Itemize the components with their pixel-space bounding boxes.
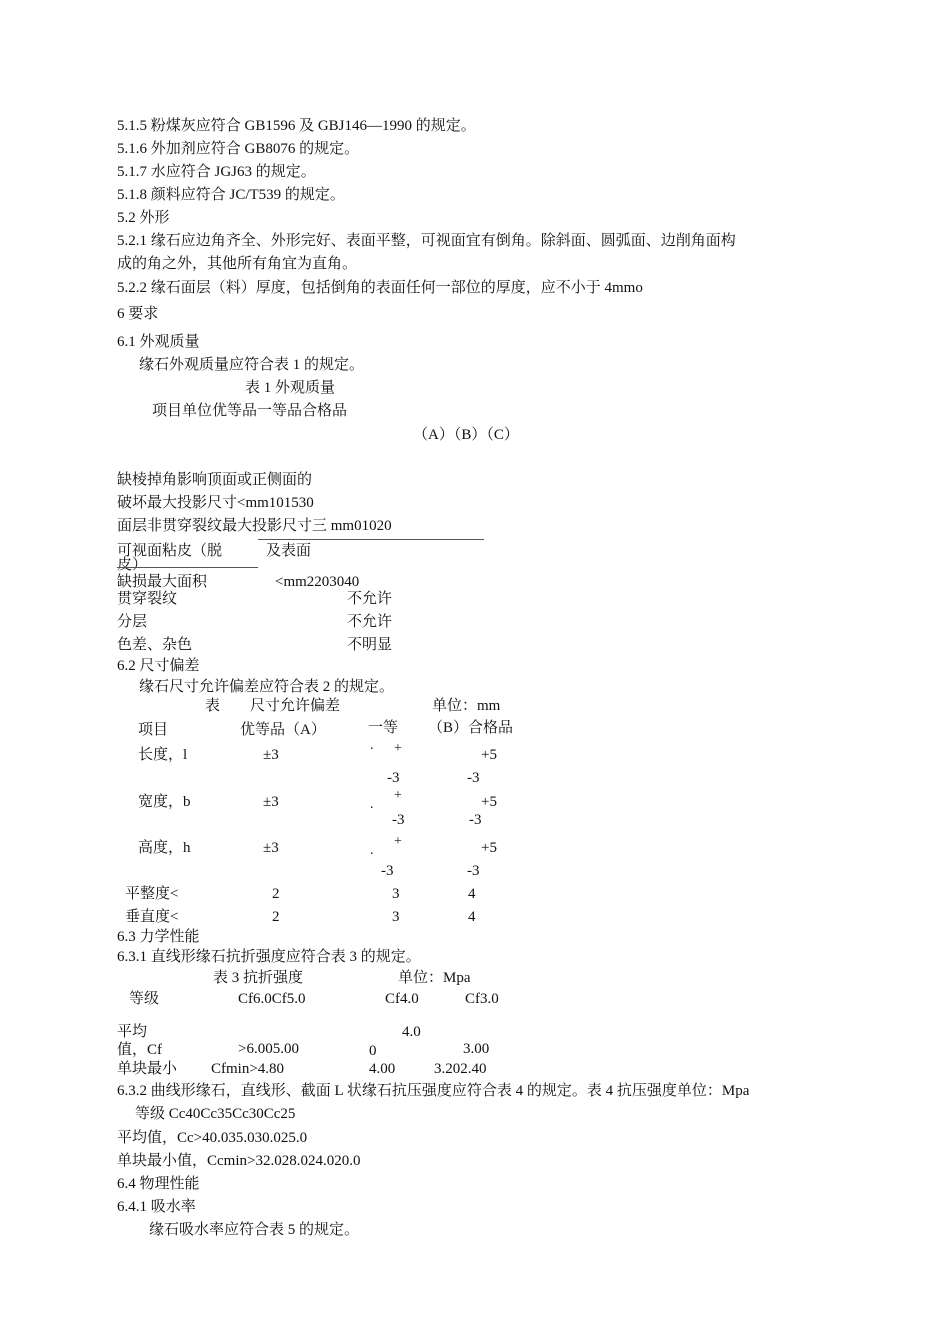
clause-6-4-1-paragraph: 缘石吸水率应符合表 5 的规定。 [149,1222,360,1238]
section-6-heading: 6 要求 [117,306,159,322]
table-2-row-width: 宽度，b [138,794,191,810]
table-2-height-b-plus: + [394,834,402,849]
table-4-row-avg: 平均值，Cc>40.035.030.025.0 [117,1130,308,1146]
table-3-unit: 单位：Mpa [398,970,471,986]
table-2-verticality-c: 4 [468,909,476,925]
table-1-row-3-label-box [117,542,267,573]
table-3-avg-c3: 3.00 [463,1041,490,1057]
table-2-dot: . [370,843,374,858]
table-3-avg-c2-b: 0 [369,1043,377,1059]
table-3-row-avg-label: 平均 [117,1024,148,1040]
table-3-header-c2: Cf4.0 [385,991,419,1007]
table-1-row-3-value-box [117,574,417,590]
table-3-header-grade: 等级 [129,991,160,1007]
table-3-min-c3: 3.202.40 [434,1061,487,1077]
table-2-length-b-plus: + [394,741,402,756]
table-1-row-6-label: 色差、杂色 [117,637,193,653]
table-2-width-b-minus: -3 [392,812,405,828]
table-2-row-flatness: 平整度< [125,886,179,902]
table-1-row-6-value: 不明显 [347,637,393,653]
table-2-verticality-a: 2 [272,909,280,925]
section-6-2-paragraph: 缘石尺寸允许偏差应符合表 2 的规定。 [139,679,395,695]
table-3-avg-c2-a: 4.0 [402,1024,421,1040]
table-3-min-c2: 4.00 [369,1061,396,1077]
table-2-row-verticality: 垂直度< [125,909,179,925]
table-2-dot: . [370,738,374,753]
table-rule [258,539,484,540]
table-3-row-avg-label-2: 值，Cf [117,1042,163,1058]
clause-5-1-8: 5.1.8 颜料应符合 JC/T539 的规定。 [117,187,345,203]
table-1-row-5-value: 不允许 [347,614,393,630]
table-1-grade-codes: （A）（B）（C） [413,427,519,443]
section-6-2-heading: 6.2 尺寸偏差 [117,658,200,674]
table-1-row-3e: <mm2203040 [275,574,360,590]
table-2-flatness-a: 2 [272,886,280,902]
section-6-3-heading: 6.3 力学性能 [117,929,200,945]
table-2-width-c-plus: +5 [481,794,497,810]
table-2-width-b-plus: + [394,788,402,803]
table-2-flatness-b: 3 [392,886,400,902]
clause-5-1-7: 5.1.7 水应符合 JGJ63 的规定。 [117,164,316,180]
table-1-header: 项目单位优等品一等品合格品 [152,403,348,419]
section-6-1-paragraph: 缘石外观质量应符合表 1 的规定。 [139,357,365,373]
table-2-length-b-minus: -3 [387,770,400,786]
table-2-width-c-minus: -3 [469,812,482,828]
table-2-dot: . [370,797,374,812]
clause-5-2-1-line2: 成的角之外，其他所有角宜为直角。 [117,256,358,272]
table-4-header: 等级 Cc40Cc35Cc30Cc25 [135,1106,296,1122]
table-2-length-c-minus: -3 [467,770,480,786]
clause-5-1-6: 5.1.6 外加剂应符合 GB8076 的规定。 [117,141,360,157]
table-2-length-a: ±3 [263,747,279,763]
table-2-row-height: 高度，h [138,840,191,856]
table-2-title: 尺寸允许偏差 [250,698,341,714]
table-2-header-item: 项目 [138,722,169,738]
table-1-row-4-value: 不允许 [347,591,393,607]
table-1-row-4-label: 贯穿裂纹 [117,591,178,607]
table-2-verticality-b: 3 [392,909,400,925]
section-5-2-heading: 5.2 外形 [117,210,170,226]
table-2-unit: 单位：mm [432,698,501,714]
clause-5-2-2: 5.2.2 缘石面层（料）厚度，包括倒角的表面任何一部位的厚度，应不小于 4mmo [117,280,643,296]
table-2-label-biao: 表 [205,698,221,714]
table-2-length-c-plus: +5 [481,747,497,763]
table-3-header-c1: Cf6.0Cf5.0 [238,991,306,1007]
clause-5-2-1-line1: 5.2.1 缘石应边角齐全、外形完好、表面平整，可视面宜有倒角。除斜面、圆弧面、边削角面构 [117,233,736,249]
section-6-4-heading: 6.4 物理性能 [117,1176,200,1192]
table-1-row-2: 面层非贯穿裂纹最大投影尺寸三 mm01020 [117,518,392,534]
table-2-flatness-c: 4 [468,886,476,902]
table-rule [117,567,258,568]
section-6-1-heading: 6.1 外观质量 [117,334,200,350]
table-1-row-5-label: 分层 [117,614,148,630]
table-1-row-3a: 可视面粘皮（脱 [117,543,223,559]
table-2-header-b: 一等 [368,720,399,736]
table-3-min-c1: Cfmin>4.80 [211,1061,285,1077]
table-1-row-3c: 及表面 [266,543,312,559]
table-2-height-a: ±3 [263,840,279,856]
clause-5-1-5: 5.1.5 粉煤灰应符合 GB1596 及 GBJ146—1990 的规定。 [117,118,476,134]
table-3-header-c3: Cf3.0 [465,991,499,1007]
table-1-row-3d: 缺损最大面积 [117,574,208,590]
table-2-header-c: （B）合格品 [428,720,514,736]
table-2-width-a: ±3 [263,794,279,810]
clause-6-3-1: 6.3.1 直线形缘石抗折强度应符合表 3 的规定。 [117,949,421,965]
table-1-title: 表 1 外观质量 [245,380,336,396]
table-2-height-c-plus: +5 [481,840,497,856]
table-2-header-a: 优等品（A） [240,722,326,738]
table-3-row-min-label: 单块最小 [117,1061,178,1077]
clause-6-3-2: 6.3.2 曲线形缘石，直线形、截面 L 状缘石抗压强度应符合表 4 的规定。表 4 抗压强度单位：Mpa [117,1083,750,1099]
clause-6-4-1: 6.4.1 吸水率 [117,1199,196,1215]
table-4-row-min: 单块最小值，Ccmin>32.028.024.020.0 [117,1153,361,1169]
table-2-height-c-minus: -3 [467,863,480,879]
table-2-row-length: 长度，l [138,747,188,763]
table-1-row-1b: 破坏最大投影尺寸<mm101530 [117,495,314,511]
table-1-row-3b: 皮） [117,557,148,573]
table-3-title: 表 3 抗折强度 [213,970,304,986]
table-1-row-1a: 缺棱掉角影响顶面或正侧面的 [117,472,313,488]
table-3-row-avg-label-2-box [117,1041,197,1058]
table-2-height-b-minus: -3 [381,863,394,879]
table-3-avg-c1: >6.005.00 [238,1041,299,1057]
